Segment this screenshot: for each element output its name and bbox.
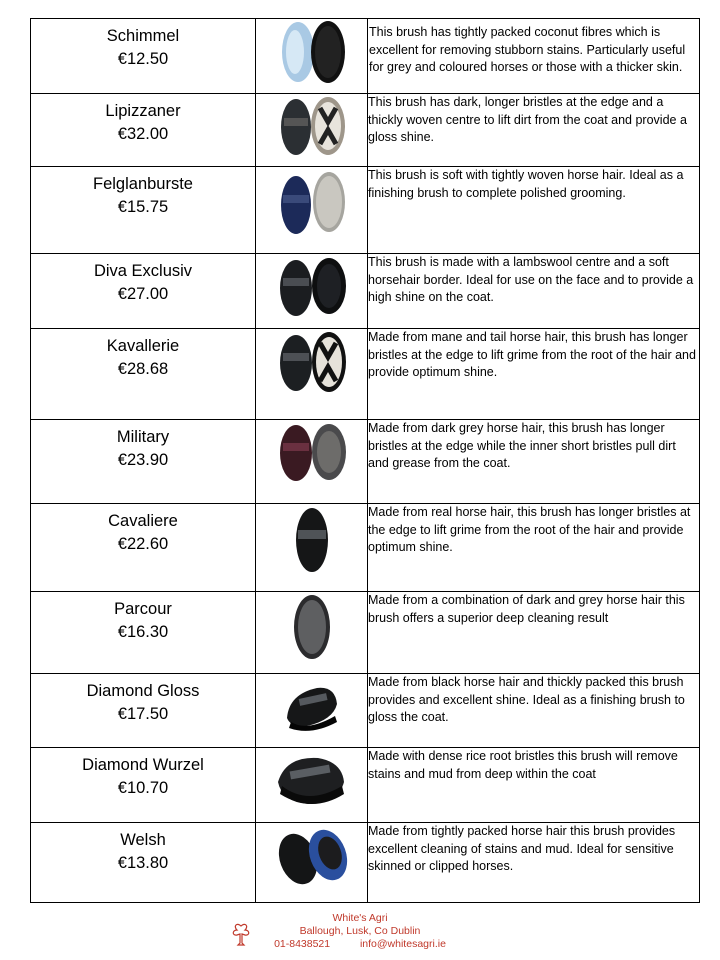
shamrock-logo-icon	[231, 922, 251, 946]
product-image-cell	[256, 329, 368, 420]
name-price-cell	[31, 823, 256, 903]
brush-pair-black-blue-icon	[272, 823, 352, 889]
name-price-cell	[31, 420, 256, 504]
product-name: Military	[116, 428, 170, 446]
product-image-cell	[256, 748, 368, 823]
brush-pair-blue-grey-icon	[272, 167, 352, 237]
table-row	[31, 504, 700, 592]
table-row	[31, 674, 700, 748]
name-price-cell	[31, 329, 256, 420]
product-image-cell	[256, 254, 368, 329]
product-image-cell	[256, 94, 368, 167]
product-price: €15.75	[117, 198, 169, 216]
product-description: Made with dense rice root bristles this brush will remove stains and mud from deep within the coat	[368, 748, 700, 823]
brush-side-dark-icon	[272, 748, 352, 812]
product-price: €22.60	[117, 535, 169, 553]
product-image-cell	[256, 674, 368, 748]
product-image-cell	[256, 167, 368, 254]
product-name: Schimmel	[106, 27, 180, 45]
product-table	[30, 18, 700, 903]
table-row	[31, 329, 700, 420]
name-price-cell	[31, 254, 256, 329]
product-image-cell	[256, 420, 368, 504]
product-image-cell	[256, 19, 368, 94]
product-name: Diva Exclusiv	[93, 262, 193, 280]
product-price: €23.90	[117, 451, 169, 469]
company-address: Ballough, Lusk, Co Dublin	[299, 925, 421, 937]
name-price-cell	[31, 167, 256, 254]
company-email[interactable]: info@whitesagri.ie	[359, 938, 446, 950]
product-price: €28.68	[117, 360, 169, 378]
product-price: €16.30	[117, 623, 169, 641]
product-sheet	[30, 18, 700, 903]
brush-pair-black-icon	[272, 254, 352, 318]
product-name: Diamond Gloss	[86, 682, 200, 700]
brush-oval-grey-icon	[287, 592, 337, 662]
company-footer	[0, 912, 720, 951]
brush-pair-lightblue-icon	[272, 19, 352, 85]
product-name: Diamond Wurzel	[82, 756, 204, 774]
company-contact	[0, 938, 720, 951]
product-description: Made from dark grey horse hair, this brush has longer bristles at the edge while the inner short bristles pull dirt and grease from the coat.	[368, 420, 700, 504]
brush-pair-black-white-icon	[272, 329, 352, 395]
product-name: Cavaliere	[108, 512, 178, 530]
company-phone: 01-8438521	[274, 938, 331, 950]
product-description: This brush is made with a lambswool centre and a soft horsehair border. Ideal for use on the face and to provide a high shine on the coat.	[368, 254, 700, 329]
name-price-cell	[31, 19, 256, 94]
product-description: This brush is soft with tightly woven horse hair. Ideal as a finishing brush to complete polished grooming.	[368, 167, 700, 254]
company-name: White's Agri	[332, 912, 388, 924]
product-description: This brush has dark, longer bristles at the edge and a thickly woven centre to lift dirt from the coat and provide a gloss shine.	[368, 94, 700, 167]
product-price: €12.50	[117, 50, 169, 68]
product-price: €10.70	[117, 779, 169, 797]
product-name: Lipizzaner	[105, 102, 181, 120]
product-description: Made from real horse hair, this brush has longer bristles at the edge to lift grime from the root of the hair and provide optimum shine.	[368, 504, 700, 592]
brush-single-black-icon	[282, 504, 342, 574]
name-price-cell	[31, 674, 256, 748]
table-row	[31, 748, 700, 823]
product-name: Welsh	[120, 831, 166, 849]
name-price-cell	[31, 592, 256, 674]
product-price: €32.00	[117, 125, 169, 143]
table-row	[31, 592, 700, 674]
product-description: This brush has tightly packed coconut fibres which is excellent for removing stubborn stains. Particularly useful for grey and coloured horses or those with a thicker skin.	[368, 19, 700, 94]
product-description: Made from tightly packed horse hair this brush provides excellent cleaning of stains and mud. Ideal for sensitive skinned or clipped horses.	[368, 823, 700, 903]
product-description: Made from black horse hair and thickly packed this brush provides and excellent shine. Ideal as a finishing brush to gloss the coat.	[368, 674, 700, 748]
product-image-cell	[256, 823, 368, 903]
brush-pair-dark-white-icon	[272, 94, 352, 158]
product-price: €17.50	[117, 705, 169, 723]
name-price-cell	[31, 94, 256, 167]
product-name: Felglanburste	[93, 175, 193, 193]
product-image-cell	[256, 592, 368, 674]
table-row	[31, 94, 700, 167]
table-row	[31, 167, 700, 254]
product-name: Parcour	[114, 600, 172, 618]
table-row	[31, 823, 700, 903]
brush-side-black-icon	[277, 674, 347, 736]
product-image-cell	[256, 504, 368, 592]
product-price: €13.80	[117, 854, 169, 872]
table-row	[31, 420, 700, 504]
name-price-cell	[31, 504, 256, 592]
table-row	[31, 19, 700, 94]
product-description: Made from a combination of dark and grey horse hair this brush offers a superior deep cleaning result	[368, 592, 700, 674]
product-name: Kavallerie	[106, 337, 180, 355]
product-price: €27.00	[117, 285, 169, 303]
brush-pair-burgundy-icon	[272, 420, 352, 484]
name-price-cell	[31, 748, 256, 823]
product-description: Made from mane and tail horse hair, this brush has longer bristles at the edge to lift grime from the root of the hair and provide optimum shine.	[368, 329, 700, 420]
table-row	[31, 254, 700, 329]
